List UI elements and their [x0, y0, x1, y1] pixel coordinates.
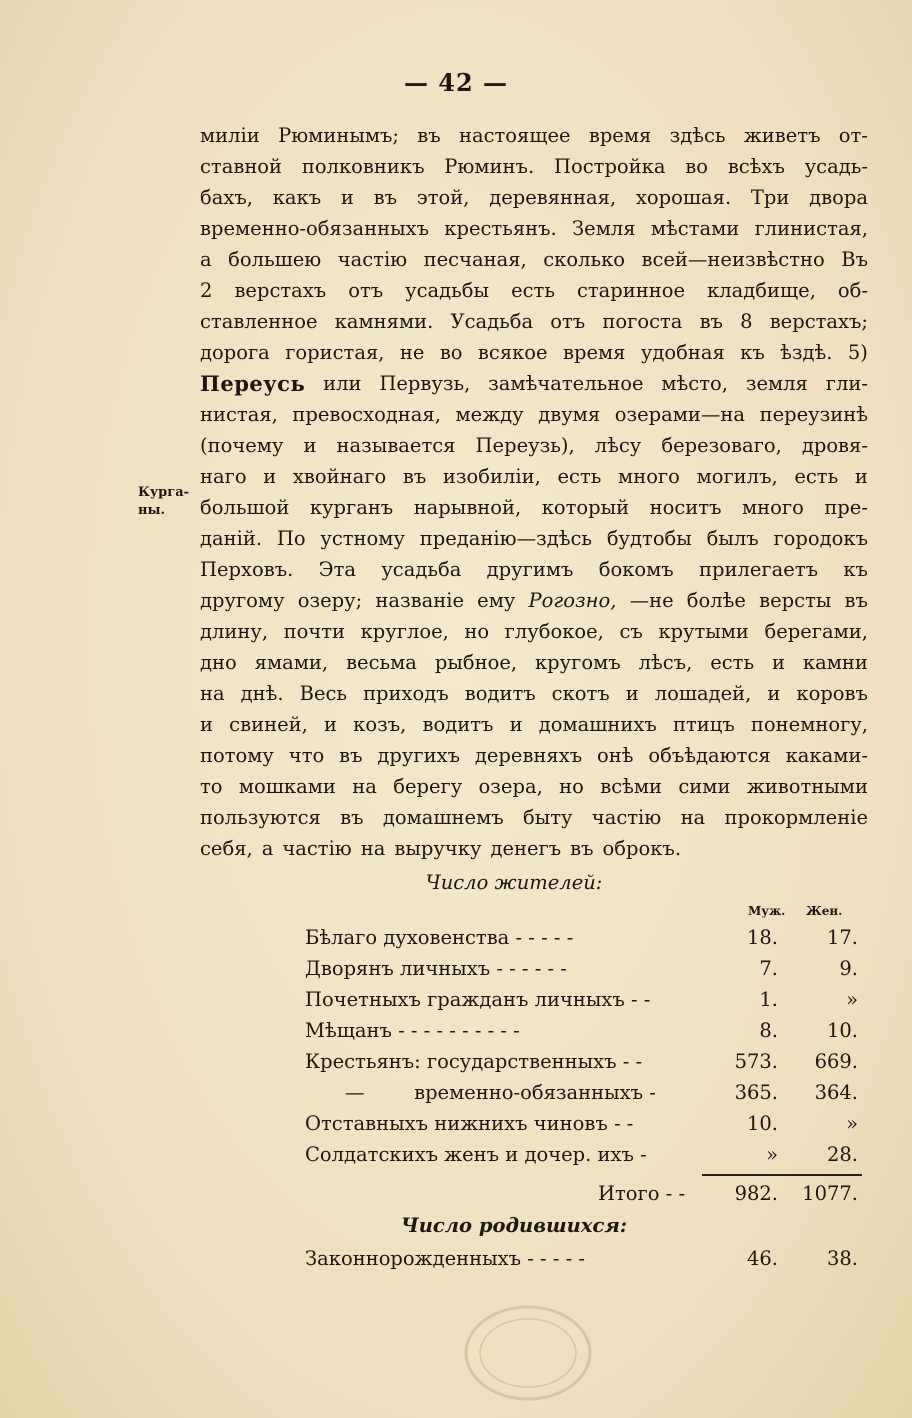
text-line	[200, 585, 868, 616]
word: приходъ	[363, 682, 449, 705]
word: 8	[740, 310, 753, 333]
word: Рюминымъ;	[278, 124, 400, 147]
word: къ	[740, 341, 765, 364]
word: былъ	[706, 527, 759, 550]
word: въ	[339, 744, 363, 767]
text-line	[200, 306, 868, 337]
word: время	[562, 341, 626, 364]
text-line	[200, 182, 868, 213]
word: водитъ	[422, 713, 494, 736]
row-label	[305, 1139, 647, 1170]
word: прилегаетъ	[699, 558, 819, 581]
table-row	[200, 1139, 868, 1170]
word: большею	[228, 248, 322, 271]
word: камнями.	[334, 310, 434, 333]
word: понемногу,	[750, 713, 868, 736]
row-dots: - -	[613, 1112, 634, 1135]
word: что	[288, 744, 325, 767]
word: преданію—здѣсь	[419, 527, 593, 550]
word: устному	[320, 527, 405, 550]
word: двора	[809, 186, 868, 209]
word: двумя	[538, 403, 601, 426]
table-row	[200, 953, 868, 984]
row-dots: -	[649, 1081, 656, 1104]
row-dots: - - - - - - - - - -	[398, 1019, 520, 1042]
word: или	[323, 372, 362, 395]
margin-note-line: Курга-	[138, 485, 190, 500]
row-dots: - -	[622, 1050, 643, 1073]
word: версты	[759, 589, 832, 612]
row-dots: - -	[630, 988, 651, 1011]
word: ставной	[200, 155, 283, 178]
word: погоста	[602, 310, 683, 333]
births-title: Число родившихся:	[400, 1214, 628, 1237]
births-women: 38.	[826, 1247, 858, 1270]
text-line	[200, 492, 868, 523]
word: лѣсу	[594, 434, 642, 457]
word: берегами,	[764, 620, 868, 643]
word: озеру;	[297, 589, 363, 612]
word: отъ	[348, 279, 384, 302]
word: берегу	[393, 775, 463, 798]
word: песчаная,	[423, 248, 527, 271]
word: изобиліи,	[442, 465, 541, 488]
row-label	[305, 1108, 633, 1139]
word: то	[200, 775, 223, 798]
column-headers	[200, 898, 868, 922]
row-men: »	[766, 1143, 778, 1166]
word: объѣдаются	[648, 744, 771, 767]
word: (почему	[200, 434, 284, 457]
word: глинистая,	[754, 217, 868, 240]
word: болѣе	[686, 589, 746, 612]
word: весьма	[346, 651, 417, 674]
text-line	[200, 616, 868, 647]
word: усадьба	[381, 558, 462, 581]
text-line	[200, 678, 868, 709]
word: березоваго,	[661, 434, 782, 457]
table-row	[200, 1015, 868, 1046]
word: себя,	[200, 837, 253, 860]
word: мѣсто,	[661, 372, 728, 395]
word: ему	[477, 589, 516, 612]
word: каками-	[785, 744, 868, 767]
word: круглое,	[360, 620, 449, 643]
word: частію	[282, 837, 352, 860]
word: къ	[843, 558, 868, 581]
table-row	[200, 1077, 868, 1108]
body-paragraph	[200, 120, 868, 864]
total-label-text: Итого	[598, 1182, 660, 1205]
row-label-text: Бѣлаго духовенства	[305, 926, 510, 949]
row-men: 10.	[746, 1112, 778, 1135]
row-dots: -	[640, 1143, 647, 1166]
table-row	[200, 984, 868, 1015]
word: есть	[710, 651, 755, 674]
word: Постройка	[553, 155, 666, 178]
word: настоящее	[458, 124, 571, 147]
word: Рюминъ.	[444, 155, 535, 178]
word: озерами—на	[614, 403, 746, 426]
word: и	[509, 713, 523, 736]
word: есть	[794, 465, 839, 488]
word: будтобы	[606, 527, 692, 550]
word: Переузь),	[475, 434, 575, 457]
word: домашнихъ	[538, 713, 657, 736]
word: въ	[844, 589, 868, 612]
word: превосходная,	[292, 403, 441, 426]
total-dots: - -	[665, 1182, 686, 1205]
word: быту	[522, 806, 573, 829]
row-label	[305, 1015, 520, 1046]
word: частію	[337, 248, 408, 271]
word: даній.	[200, 527, 263, 550]
text-line	[200, 244, 868, 275]
word: бахъ,	[200, 186, 253, 209]
row-women: 28.	[826, 1143, 858, 1166]
row-label-text: Отставныхъ нижнихъ чиновъ	[305, 1112, 608, 1135]
text-line	[200, 337, 868, 368]
row-label	[305, 984, 650, 1015]
word: есть	[511, 279, 555, 302]
word: прокормленіе	[724, 806, 868, 829]
margin-note	[138, 484, 198, 520]
word: но	[464, 620, 490, 643]
word: какъ	[272, 186, 322, 209]
word: много	[618, 465, 680, 488]
row-men: 573.	[734, 1050, 778, 1073]
total-label	[598, 1178, 685, 1209]
word: денегъ	[490, 837, 562, 860]
word: нистая,	[200, 403, 278, 426]
word: длину,	[200, 620, 269, 643]
column-header-women: Жен.	[806, 904, 843, 918]
word: большой	[200, 496, 290, 519]
word: рыбное,	[434, 651, 518, 674]
word: глубокое,	[504, 620, 604, 643]
word: —не	[629, 589, 674, 612]
word: усадь-	[804, 155, 868, 178]
word: и	[200, 713, 213, 736]
word: другихъ	[377, 744, 460, 767]
text-line	[200, 461, 868, 492]
word: нарывной,	[413, 496, 522, 519]
word: отъ	[550, 310, 586, 333]
births-men: 46.	[746, 1247, 778, 1270]
word: земля	[745, 372, 808, 395]
text-line	[200, 833, 868, 864]
word: называется	[336, 434, 456, 457]
word: почти	[283, 620, 346, 643]
word: дровя-	[801, 434, 868, 457]
table-row	[200, 922, 868, 953]
word: лѣсъ,	[638, 651, 693, 674]
word: сколько	[543, 248, 625, 271]
word: Переусь	[200, 371, 306, 396]
word: не	[399, 341, 425, 364]
word: который	[541, 496, 630, 519]
word: 5)	[847, 341, 868, 364]
word: частію	[591, 806, 662, 829]
word: хорошая.	[635, 186, 732, 209]
word: въ	[402, 465, 427, 488]
word: камни	[802, 651, 868, 674]
row-dots: - - - - -	[515, 926, 574, 949]
word: лошадей,	[654, 682, 752, 705]
row-label-text: Дворянъ личныхъ	[305, 957, 491, 980]
word: птицъ	[673, 713, 735, 736]
word: и	[323, 713, 337, 736]
row-men: 18.	[746, 926, 778, 949]
word: пре-	[824, 496, 868, 519]
word: могилъ,	[696, 465, 778, 488]
row-women: 17.	[826, 926, 858, 949]
word: и	[303, 434, 317, 457]
word: на	[352, 775, 377, 798]
word: домашнемъ	[382, 806, 504, 829]
word: кругомъ	[534, 651, 621, 674]
word: но	[559, 775, 584, 798]
word: живетъ	[743, 124, 821, 147]
row-women: 10.	[826, 1019, 858, 1042]
word: Первузь,	[379, 372, 471, 395]
total-row	[200, 1178, 868, 1209]
column-header-men: Муж.	[748, 904, 786, 918]
word: Усадьба	[450, 310, 534, 333]
word: во	[685, 155, 709, 178]
text-line	[200, 709, 868, 740]
table-title: Число жителей:	[425, 871, 603, 894]
word: кладбище,	[707, 279, 816, 302]
row-label	[305, 1046, 642, 1077]
word: названіе	[375, 589, 464, 612]
word: на	[360, 837, 386, 860]
word: съ	[619, 620, 643, 643]
row-label-text: Почетныхъ гражданъ личныхъ	[305, 988, 625, 1011]
word: миліи	[200, 124, 260, 147]
margin-note-line: ны.	[138, 503, 166, 518]
word: По	[276, 527, 306, 550]
word: много	[741, 496, 804, 519]
word: Рогозно,	[528, 589, 617, 612]
word: деревянная,	[489, 186, 617, 209]
table-rows	[200, 922, 868, 1170]
word: всякое	[477, 341, 548, 364]
word: старинное	[576, 279, 686, 302]
word: всѣхъ	[727, 155, 785, 178]
word: верстахъ	[234, 279, 327, 302]
text-line	[200, 647, 868, 678]
word: и	[340, 186, 354, 209]
word: сими	[678, 775, 731, 798]
word: и	[625, 682, 639, 705]
row-label-text: — временно-обязанныхъ	[345, 1081, 644, 1104]
word: всѣми	[600, 775, 663, 798]
word: выручку	[394, 837, 482, 860]
table-row	[200, 1108, 868, 1139]
word: между	[455, 403, 524, 426]
row-men: 365.	[734, 1081, 778, 1104]
table-row	[200, 1046, 868, 1077]
word: крестьянъ.	[444, 217, 557, 240]
word: другому	[200, 589, 285, 612]
text-line	[200, 368, 868, 399]
word: въ	[373, 186, 398, 209]
word: верстахъ;	[769, 310, 868, 333]
word: въ	[699, 310, 723, 333]
word: время	[588, 124, 652, 147]
row-women: »	[846, 988, 858, 1011]
row-label-text: Крестьянъ: государственныхъ	[305, 1050, 617, 1073]
row-men: 1.	[759, 988, 778, 1011]
word: водитъ	[464, 682, 536, 705]
row-label	[305, 922, 573, 953]
text-line	[200, 771, 868, 802]
word: деревняхъ	[474, 744, 583, 767]
word: скотъ	[551, 682, 610, 705]
word: хвойнаго	[292, 465, 387, 488]
word: а	[261, 837, 274, 860]
row-dots: - - - - - -	[496, 957, 567, 980]
text-line	[200, 523, 868, 554]
word: въ	[570, 837, 594, 860]
word: коровъ	[796, 682, 868, 705]
word: ставленное	[200, 310, 318, 333]
word: на	[200, 682, 225, 705]
text-line	[200, 740, 868, 771]
word: днѣ.	[240, 682, 284, 705]
word: свиней,	[229, 713, 308, 736]
word: ѣздѣ.	[780, 341, 833, 364]
text-line	[200, 430, 868, 461]
word: этой,	[416, 186, 470, 209]
word: 2	[200, 279, 213, 302]
word: курганъ	[309, 496, 394, 519]
word: мѣстами	[650, 217, 740, 240]
word: въ	[340, 806, 364, 829]
library-stamp	[458, 1298, 598, 1408]
population-table	[200, 868, 868, 1274]
births-dots: - - - - -	[527, 1247, 586, 1270]
word: козъ,	[353, 713, 407, 736]
word: замѣчательное	[488, 372, 644, 395]
word: ямами,	[254, 651, 329, 674]
row-label	[345, 1077, 656, 1108]
word: и	[263, 465, 277, 488]
word: мошками	[238, 775, 336, 798]
word: полковникъ	[301, 155, 425, 178]
row-women: »	[846, 1112, 858, 1135]
word: носитъ	[649, 496, 722, 519]
text-line	[200, 802, 868, 833]
row-label-text: Мѣщанъ	[305, 1019, 392, 1042]
word: городокъ	[773, 527, 868, 550]
word: есть	[557, 465, 602, 488]
page-number: — 42 —	[403, 68, 509, 97]
text-line	[200, 554, 868, 585]
word: наго	[200, 465, 247, 488]
word: дно	[200, 651, 237, 674]
text-line	[200, 151, 868, 182]
word: временно-обязанныхъ	[200, 217, 429, 240]
text-line	[200, 399, 868, 430]
word: всей—неизвѣстно	[641, 248, 825, 271]
word: въ	[417, 124, 441, 147]
total-rule	[702, 1174, 862, 1176]
row-women: 669.	[814, 1050, 858, 1073]
word: и	[767, 682, 781, 705]
word: животными	[746, 775, 868, 798]
word: Весь	[299, 682, 348, 705]
row-women: 364.	[814, 1081, 858, 1104]
total-women: 1077.	[802, 1182, 858, 1205]
word: дорога	[200, 341, 270, 364]
word: усадьбы	[405, 279, 490, 302]
word: другимъ	[486, 558, 574, 581]
word: переузинѣ	[759, 403, 868, 426]
births-row	[200, 1243, 868, 1274]
word: на	[680, 806, 706, 829]
word: здѣсь	[669, 124, 726, 147]
text-line	[200, 120, 868, 151]
word: бокомъ	[598, 558, 674, 581]
word: Перховъ.	[200, 558, 294, 581]
word: во	[439, 341, 463, 364]
row-label-text: Солдатскихъ женъ и дочер. ихъ	[305, 1143, 634, 1166]
total-men: 982.	[734, 1182, 778, 1205]
row-women: 9.	[839, 957, 858, 980]
word: пользуются	[200, 806, 321, 829]
word: и	[772, 651, 785, 674]
word: а	[200, 248, 212, 271]
word: потому	[200, 744, 274, 767]
word: об-	[837, 279, 868, 302]
births-label	[305, 1243, 585, 1274]
word: гористая,	[285, 341, 385, 364]
word: Эта	[318, 558, 357, 581]
word: Въ	[841, 248, 868, 271]
word: озера,	[478, 775, 543, 798]
text-line	[200, 213, 868, 244]
word: гли-	[825, 372, 868, 395]
text-line	[200, 275, 868, 306]
word: удобная	[640, 341, 725, 364]
row-label	[305, 953, 567, 984]
word: Земля	[572, 217, 636, 240]
word: Три	[750, 186, 790, 209]
word: и	[854, 465, 868, 488]
word: онѣ	[597, 744, 634, 767]
word: крутыми	[658, 620, 749, 643]
word: оброкъ.	[602, 837, 682, 860]
row-men: 7.	[759, 957, 778, 980]
births-label-text: Законнорожденныхъ	[305, 1247, 522, 1270]
word: от-	[838, 124, 868, 147]
row-men: 8.	[759, 1019, 778, 1042]
